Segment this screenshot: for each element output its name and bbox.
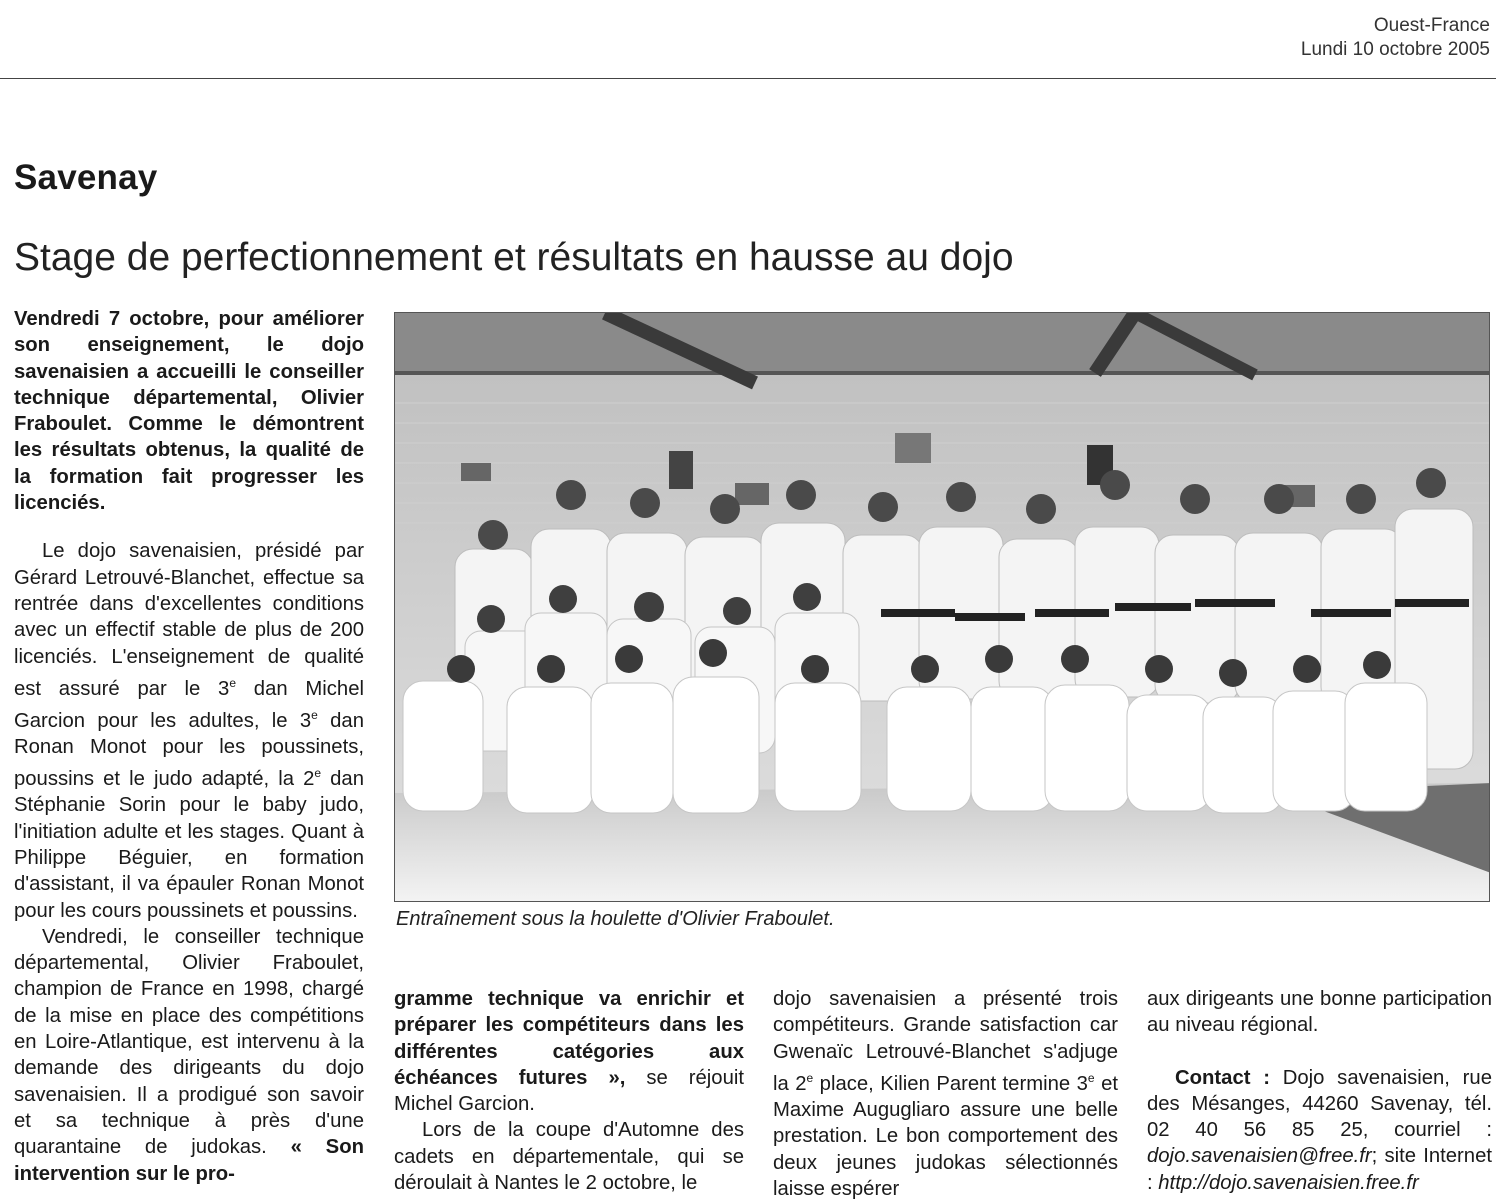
masthead (1301, 14, 1490, 62)
article-column-4 (1147, 986, 1492, 1196)
article-lead: Vendredi 7 octobre, pour améliorer son enseignement, le dojo savenaisien a accueilli le conseiller technique départemental, Olivier Fraboulet. Comme le démontrent les résultats obtenus, la qualité de la formation fait progresser les licenciés. (14, 308, 364, 515)
paragraph-results: dojo savenaisien a présenté trois compétiteurs. Grande satisfaction car Gwenaïc Letrouvé-Blanchet s'adjuge la 2e place, Kilien Parent termine 3e et Maxime Augugliaro assure une belle prestation. Le bon comportement des deux jeunes judokas sélectionnés laisse espérer (773, 988, 1118, 1200)
dojo-group-photo-image (395, 313, 1490, 902)
paragraph-quote: gramme technique va enrichir et préparer les compétiteurs dans les différentes catégories aux échéances futures », se réjouit Michel Garcion. (394, 988, 745, 1116)
paragraph-staff: Le dojo savenaisien, présidé par Gérard Letrouvé-Blanchet, effectue sa rentrée dans d'excellentes conditions avec un effectif stable de plus de 200 licenciés. L'enseignement de qualité est assuré par le 3e dan Michel Garcion pour les adultes, le 3e dan Ronan Monot pour les poussinets, poussins et le judo adapté, la 2e dan Stéphanie Sorin pour le baby judo, l'initiation adulte et les stages. Quant à Philippe Béguier, en formation d'assistant, il va épauler Ronan Monot pour les cours poussinets et poussins. (14, 540, 364, 922)
header-rule (0, 78, 1496, 79)
email-link[interactable]: dojo.savenaisien@free.fr (1147, 1145, 1372, 1168)
publication-date: Lundi 10 octobre 2005 (1300, 39, 1490, 60)
group-photo (394, 312, 1490, 902)
paragraph-competition: Lors de la coupe d'Automne des cadets en départementale, qui se déroulait à Nantes le 2 octobre, le (394, 1119, 744, 1195)
article-column-3 (773, 986, 1118, 1202)
article-headline: Stage de perfectionnement et résultats en hausse au dojo (14, 236, 1014, 279)
newspaper-name: Ouest-France (1373, 15, 1490, 36)
article-column-2 (394, 986, 744, 1196)
photo-caption: Entraînement sous la houlette d'Olivier Fraboulet. (396, 908, 835, 930)
section-title: Savenay (14, 158, 158, 197)
contact-info: Contact : Dojo savenaisien, rue des Mésanges, 44260 Savenay, tél. 02 40 56 85 25, courriel : dojo.savenaisien@free.fr; site Internet : http://dojo.savenaisien.free.fr (1147, 1066, 1492, 1194)
paragraph-regional: aux dirigeants une bonne participation au niveau régional. (1147, 988, 1492, 1037)
article-column-1 (14, 306, 364, 1187)
website-link[interactable]: http://dojo.savenaisien.free.fr (1158, 1171, 1419, 1194)
paragraph-visit: Vendredi, le conseiller technique départemental, Olivier Fraboulet, champion de France en 1998, chargé de la mise en place des compétitions en Loire-Atlantique, est intervenu à la demande des dirigeants du dojo savenaisien. Il a prodigué son savoir et sa technique à près d'une quarantaine de judokas. « Son intervention sur le pro- (14, 925, 364, 1185)
